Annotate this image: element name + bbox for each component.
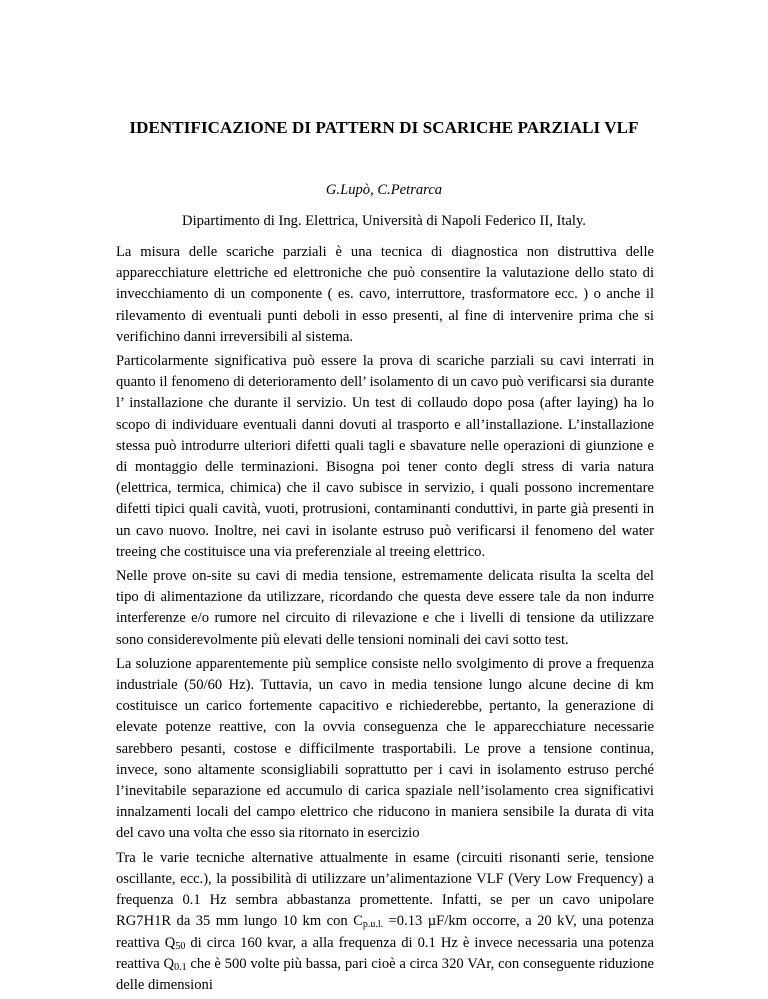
text-run: che è 500 volte più bassa, pari cioè a circa 320 VAr, con conseguente riduzione delle dimensioni (116, 955, 654, 993)
subscript: 0.1 (174, 961, 187, 973)
paragraph: Nelle prove on-site su cavi di media tensione, estremamente delicata risulta la scelta del tipo di alimentazione da utilizzare, ricordando che questa deve essere tale da non indurre interferenze e/o rumore nel circuito di rilevazione e che i livelli di tensione da utilizzare sono considerevolmente più elevati delle tensioni nominali dei cavi sotto test. (116, 568, 654, 648)
paragraph: Particolarmente significativa può essere la prova di scariche parziali su cavi interrati in quanto il fenomeno di deterioramento dell’ isolamento di un cavo può verificarsi sia durante l’ installazione che durante il servizio. Un test di collaudo dopo posa (after laying) ha lo scopo di individuare eventuali danni dovuti al trasporto e all’installazione. L’installazione stessa può introdurre ulteriori difetti quali tagli e sbavature nelle operazioni di giunzione e di montaggio delle terminazioni. Bisogna poi tener conto degli stress di varia natura (elettrica, termica, chimica) che il cavo subisce in servizio, i quali possono incrementare difetti tipici quali cavità, vuoti, protrusioni, contaminanti conduttivi, in parte già presenti in un cavo nuovo. Inoltre, nei cavi in isolante estruso può verificarsi il fenomeno del water treeing che costituisce una via preferenziale al treeing elettrico. (116, 353, 654, 560)
authors: G.Lupò, C.Petrarca (325, 182, 443, 198)
subscript: p.u.l. (362, 919, 384, 931)
text-run: di circa 160 kvar, a alla frequenza di 0.1 Hz è invece necessaria una potenza reattiva Q (116, 934, 654, 972)
paragraph: La misura delle scariche parziali è una tecnica di diagnostica non distruttiva delle apparecchiature elettriche ed elettroniche che può consentire la valutazione dello stato di invecchiamento di un componente ( es. cavo, interruttore, trasformatore ecc. ) o anche il rilevamento di eventuali punti deboli in esso presenti, al fine di intervenire prima che si verifichino danni irreversibili al sistema. (116, 244, 654, 345)
subscript: 50 (175, 940, 186, 952)
affiliation: Dipartimento di Ing. Elettrica, Università di Napoli Federico II, Italy. (182, 213, 586, 229)
text-run: =0.13 µF/km occorre, a 20 kV, una potenza reattiva Q (116, 913, 654, 951)
paragraph (116, 848, 654, 996)
paragraph: La soluzione apparentemente più semplice consiste nello svolgimento di prove a frequenza industriale (50/60 Hz). Tuttavia, un cavo in media tensione lungo alcune decine di km costituisce un carico fortemente capacitivo e richiederebbe, pertanto, la generazione di elevate potenze reattive, con la ovvia conseguenza che le apparecchiature necessarie sarebbero pesanti, costose e difficilmente trasportabili. Le prove a tensione continua, invece, sono altamente sconsigliabili soprattutto per i cavi in isolamento estruso perché l’inevitabile separazione ed accumulo di carica spaziale nell’isolamento crea significativi innalzamenti locali del campo elettrico che riducono in maniera sensibile la durata di vita del cavo una volta che esso sia ritornato in esercizio (116, 655, 654, 842)
paper-title: IDENTIFICAZIONE DI PATTERN DI SCARICHE PARZIALI VLF (129, 118, 639, 137)
text-run: Tra le varie tecniche alternative attualmente in esame (circuiti risonanti serie, tensione oscillante, ecc.), la possibilità di utilizzare un’alimentazione VLF (Very Low Frequency) a frequenza 0.1 Hz sembra abbastanza promettente. Infatti, se per un cavo unipolare RG7H1R da 35 mm lungo 10 km con C (116, 849, 654, 930)
body-text (116, 242, 654, 999)
